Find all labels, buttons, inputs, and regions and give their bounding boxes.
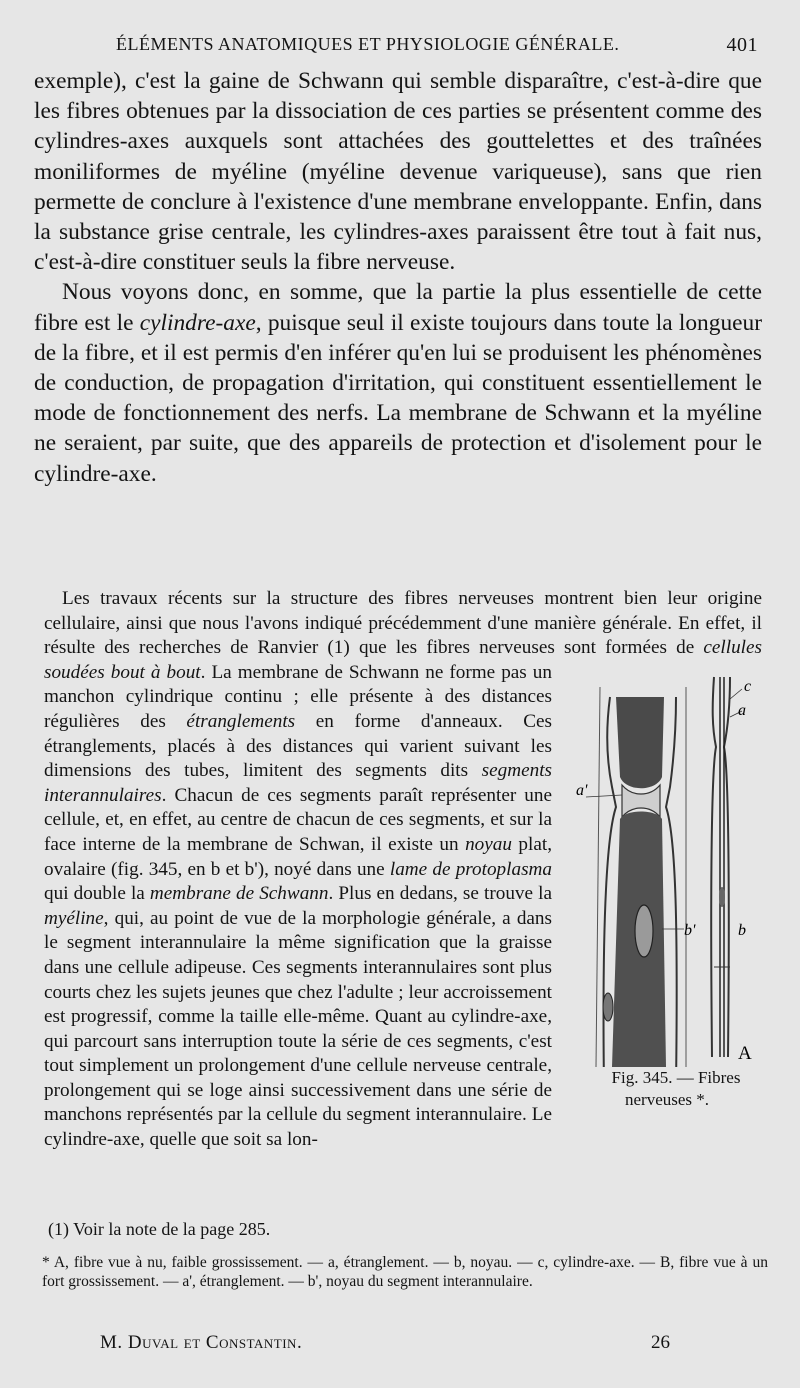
emphasis: lame de protoplasma — [389, 858, 552, 880]
running-title: ÉLÉMENTS ANATOMIQUES ET PHYSIOLOGIE GÉNÉRALE. — [116, 34, 620, 54]
page-number: 401 — [726, 34, 758, 56]
label-b-prime: b' — [684, 921, 696, 939]
text-run: , puisque seul il existe toujours dans toute la longueur de la fibre, et il est permis d'en inférer qu'en lui se produisent les phénomènes de conduction, de propagation d'irritation, qui constituent essentiellement le mode de fonctionnement des nerfs. La membrane de Schwann et la myéline ne seraient, par suite, que des appareils de protection et d'isolement pour le cylindre-axe. — [34, 309, 763, 487]
text-run: , qui, au point de vue de la morphologie générale, a dans le segment interannulaire la même signification que la graisse dans une cellule adipeuse. Ces segments interannulaires sont plus courts chez les sujets jeunes que chez l'adulte ; leur accroissement est progressif, comme la taille elle-même. Quant au cylindre-axe, qui parcourt sans interruption toute la série de ces segments, c'est tout simplement un prolongement d'une cellule nerveuse centrale, prolongement qui se loge ainsi successivement dans une série de manchons représentés par la cellule du segment interannulaire. Le cylindre-axe, quelle que soit sa lon- — [44, 907, 552, 1151]
emphasis: membrane de Schwann — [149, 883, 329, 905]
footnotes — [42, 1220, 768, 1291]
label-c: c — [744, 677, 752, 695]
emphasis: noyau — [465, 833, 512, 855]
text-run: plat, ovalaire (fig. 345, en b et b'), noyé dans une — [44, 833, 553, 880]
paragraph-continued: exemple), c'est la gaine de Schwann qui semble disparaître, c'est-à-dire que les fibres obtenues par la dissociation de ces parties se présentent comme des cylindres-axes auxquels sont attachées des gouttelettes et des traînées moniliformes de myéline (myéline devenue variqueuse), sans que rien permette de conclure à l'existence d'une membrane enveloppante. Enfin, dans la substance grise centrale, les cylindres-axes paraissent être tout à fait nus, c'est-à-dire constituer seuls la fibre nerveuse. — [34, 68, 762, 276]
emphasis: étranglements — [186, 710, 296, 732]
text-run: . La membrane de Schwann ne forme pas un manchon cylindrique continu ; elle présente à des distances régulières des — [44, 661, 552, 732]
figure-345 — [566, 667, 762, 1113]
paragraph-cylinder-axis — [34, 277, 762, 488]
text-run: . Chacun de ces segments paraît représenter une cellule, et, en effet, au centre de chacun de ces segments, et sur la face interne de la membrane de Schwan, il existe un — [44, 784, 552, 855]
main-text-large — [34, 66, 762, 489]
text-run: en forme d'anneaux. Ces étranglements, placés à des distances qui varient suivant les dimensions des tubes, limitent des segments dits — [44, 710, 552, 782]
nerve-fibre-illustration — [566, 667, 762, 1067]
text-run: Les travaux récents sur la structure des fibres nerveuses montrent bien leur origine cellulaire, ainsi que nous l'avons indiqué précédemment d'une manière générale. En effet, il résulte des recherches de Ranvier (1) que les fibres nerveuses sont formées de — [44, 588, 762, 659]
sheet-number: 26 — [651, 1332, 670, 1353]
text-run: qui double la — [44, 883, 150, 905]
text-run: . Plus en dedans, se trouve la — [328, 883, 552, 905]
footnote-1: (1) Voir la note de la page 285. — [48, 1219, 271, 1239]
main-text-small — [44, 587, 762, 1153]
label-a: a — [738, 701, 746, 719]
footer-authors: M. Duval et Constantin. — [100, 1332, 303, 1353]
emphasis-cylindre-axe: cylindre-axe — [139, 309, 256, 336]
label-A: A — [738, 1042, 752, 1064]
emphasis: segments interannulaires — [44, 760, 552, 806]
label-a-prime: a' — [576, 781, 588, 799]
figure-caption: Fig. 345. — Fibres nerveuses *. — [611, 1067, 741, 1109]
emphasis: myéline — [44, 907, 104, 929]
paragraph-ranvier — [44, 587, 762, 1153]
footnote-figure: * A, fibre vue à nu, faible grossissement. — a, étranglement. — b, noyau. — c, cylindre-axe. — B, fibre vue à un fort grossissement. — a', étranglement. — b', noyau du segment interannulaire. — [42, 1254, 768, 1290]
emphasis: cellules soudées bout à bout — [44, 637, 762, 683]
running-header — [34, 30, 758, 60]
text-run: Nous voyons donc, en somme, que la partie la plus essentielle de cette fibre est le — [34, 279, 762, 336]
label-b: b — [738, 921, 746, 939]
